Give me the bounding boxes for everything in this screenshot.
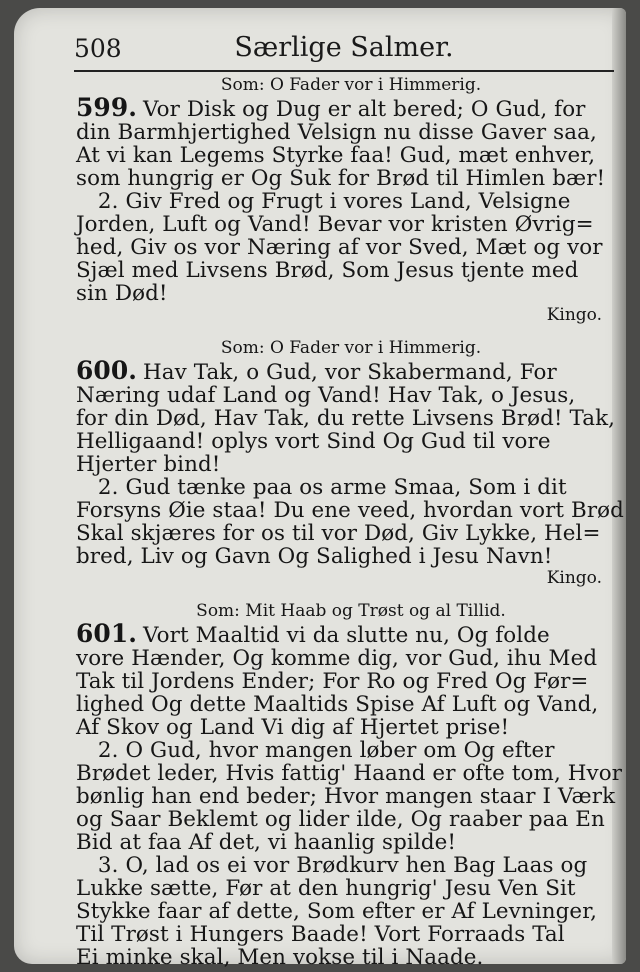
hymn-line: og Saar Beklemt og lider ilde, Og raaber paa En [76, 807, 605, 832]
hymn-tune: Som: O Fader vor i Himmerig. [220, 338, 482, 358]
hymn-line: Skal skjæres for os til vor Død, Giv Lykke, Hel= [76, 521, 601, 546]
hymn-line: Hjerter bind! [76, 452, 221, 477]
hymn-content [76, 74, 626, 969]
book-page [14, 8, 626, 970]
hymn-tune: Som: Mit Haab og Trøst og al Tillid. [196, 601, 506, 621]
hymn-line: 3. O, lad os ei vor Brødkurv hen Bag Laas og [97, 853, 588, 878]
hymn-line: 2. O Gud, hvor mangen løber om Og efter [97, 738, 555, 763]
hymn-line: Forsyns Øie staa! Du ene veed, hvordan vort Brød [76, 498, 624, 523]
hymn-line: 601. Vort Maaltid vi da slutte nu, Og folde [76, 619, 550, 648]
hymn-line: Tak til Jordens Ender; For Ro og Fred Og Før= [76, 669, 589, 694]
hymn-line: bred, Liv og Gavn Og Salighed i Jesu Navn! [76, 544, 553, 569]
hymn-author: Kingo. [546, 568, 602, 588]
hymn-line: din Barmhjertighed Velsign nu disse Gaver saa, [76, 120, 597, 145]
hymn-line: Bid at faa Af det, vi haanlig spilde! [76, 830, 457, 855]
hymn-tune: Som: O Fader vor i Himmerig. [220, 75, 482, 95]
hymn-line: som hungrig er Og Suk for Brød til Himlen bær! [76, 166, 606, 191]
hymn-line: for din Død, Hav Tak, du rette Livsens Brød! Tak, [76, 406, 616, 431]
hymn-line: sin Død! [76, 281, 168, 306]
hymn-line: 599. Vor Disk og Dug er alt bered; O Gud, for [76, 93, 586, 122]
hymn-601 [76, 600, 626, 969]
hymn-number: 600. [76, 356, 138, 385]
hymn-line: hed, Giv os vor Næring af vor Sved, Mæt og vor [76, 235, 603, 260]
hymn-line: Sjæl med Livsens Brød, Som Jesus tjente med [76, 258, 579, 283]
hymn-line: 600. Hav Tak, o Gud, vor Skabermand, For [76, 356, 557, 385]
page-header [74, 30, 614, 72]
hymn-line: Helligaand! oplys vort Sind Og Gud til vore [76, 429, 551, 454]
hymn-number: 599. [76, 93, 138, 122]
hymn-line: Næring udaf Land og Vand! Hav Tak, o Jesus, [76, 383, 576, 408]
hymn-600 [76, 337, 626, 588]
hymn-line: Ei minke skal, Men vokse til i Naade. [76, 945, 484, 970]
hymn-line: vore Hænder, Og komme dig, vor Gud, ihu Med [76, 646, 598, 671]
hymn-line: Til Trøst i Hungers Baade! Vort Forraads Tal [76, 922, 565, 947]
hymn-line: Brødet leder, Hvis fattig' Haand er ofte tom, Hvor [76, 761, 623, 786]
hymn-line: Lukke sætte, Før at den hungrig' Jesu Ven Sit [76, 876, 576, 901]
hymn-line: Jorden, Luft og Vand! Bevar vor kristen Øvrig= [76, 212, 594, 237]
hymn-line: Af Skov og Land Vi dig af Hjertet prise! [76, 715, 510, 740]
page-number: 508 [74, 34, 122, 63]
hymn-line: 2. Giv Fred og Frugt i vores Land, Velsigne [97, 189, 571, 214]
hymn-line: At vi kan Legems Styrke faa! Gud, mæt enhver, [76, 143, 596, 168]
running-title: Særlige Salmer. [234, 32, 454, 63]
hymn-line: lighed Og dette Maaltids Spise Af Luft og Vand, [76, 692, 599, 717]
hymn-line: bønlig han end beder; Hvor mangen staar I Værk [76, 784, 616, 809]
hymn-author: Kingo. [546, 305, 602, 325]
hymn-line: 2. Gud tænke paa os arme Smaa, Som i dit [97, 475, 567, 500]
hymn-number: 601. [76, 619, 138, 648]
hymn-line: Stykke faar af dette, Som efter er Af Levninger, [76, 899, 598, 924]
hymn-599 [76, 74, 626, 325]
